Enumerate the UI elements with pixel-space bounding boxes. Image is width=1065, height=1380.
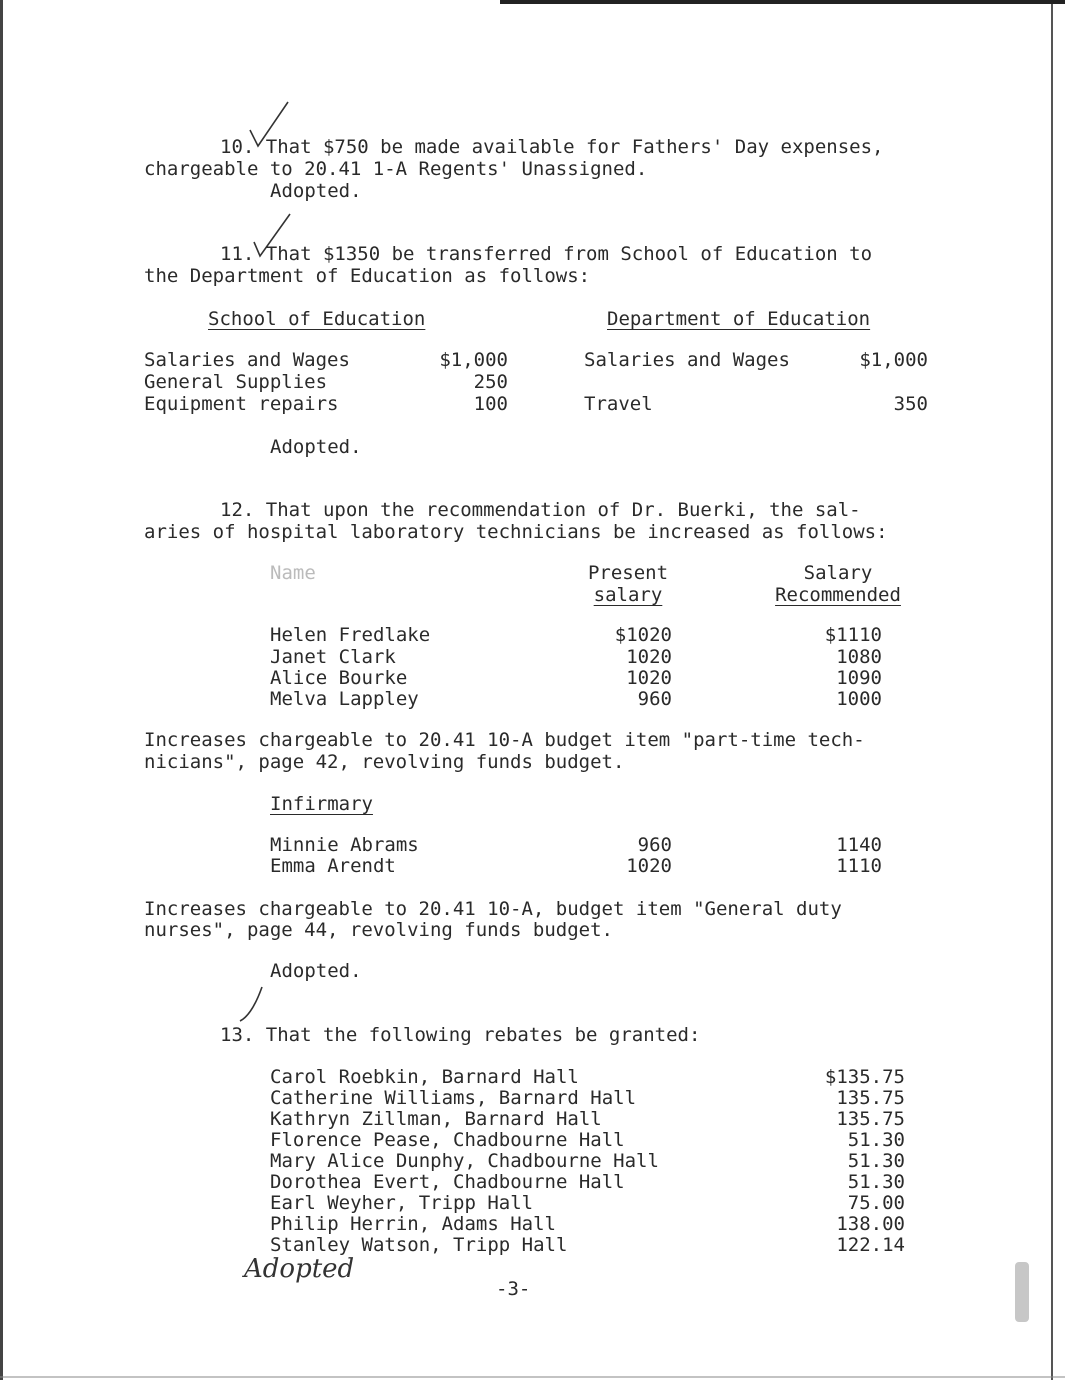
left-row-label: General Supplies [144,371,328,393]
rebate-amount: 135.75 [836,1087,905,1109]
department-of-education-heading: Department of Education [607,308,871,330]
recommended-salary-header: Recommended [775,584,901,606]
recommended-salary: 1090 [836,667,882,689]
rebate-name: Mary Alice Dunphy, Chadbourne Hall [270,1150,659,1172]
present-salary-header: salary [593,584,663,606]
scan-edge-top [500,0,1065,4]
left-row-amount: 250 [473,371,508,393]
item11-line2: the Department of Education as follows: [144,265,591,287]
rebate-amount: 122.14 [836,1234,905,1256]
item10-adopted: Adopted. [270,180,362,202]
item12-line1: 12. That upon the recommendation of Dr. Buerki, the sal- [220,499,861,521]
recommended-salary: 1110 [836,855,882,877]
increases-note-1: nicians", page 42, revolving funds budget. [144,751,625,773]
rebate-amount: 75.00 [847,1192,905,1214]
present-salary: 1020 [626,646,672,668]
right-row-amount: $1,000 [859,349,928,371]
left-row-label: Salaries and Wages [144,349,350,371]
present-salary-header: Present [587,562,669,584]
right-row-label: Salaries and Wages [584,349,790,371]
recommended-salary-header: Salary [803,562,873,584]
present-salary: 1020 [626,855,672,877]
right-row-amount: 350 [893,393,928,415]
infirmary-heading: Infirmary [270,793,373,815]
page-number: -3- [496,1278,531,1300]
recommended-salary: $1110 [824,624,882,646]
left-row-amount: 100 [473,393,508,415]
item10-line1: 10. That $750 be made available for Fathers' Day expenses, [220,136,884,158]
item11-adopted: Adopted. [270,436,362,458]
increases-note-2: Increases chargeable to 20.41 10-A, budget item "General duty [144,898,842,920]
item11-line1: 11. That $1350 be transferred from School of Education to [220,243,873,265]
technician-name: Alice Bourke [270,667,408,689]
name-column-header: Name [270,562,316,584]
rebate-amount: 51.30 [847,1150,905,1172]
rebate-amount: 138.00 [836,1213,905,1235]
scan-edge-bottom [0,1376,1065,1378]
left-row-label: Equipment repairs [144,393,339,415]
present-salary: 960 [637,834,672,856]
item10-line2: chargeable to 20.41 1-A Regents' Unassigned. [144,158,648,180]
recommended-salary: 1000 [836,688,882,710]
rebate-name: Florence Pease, Chadbourne Hall [270,1129,625,1151]
rebate-name: Catherine Williams, Barnard Hall [270,1087,637,1109]
school-of-education-heading: School of Education [208,308,426,330]
technician-name: Janet Clark [270,646,396,668]
present-salary: 960 [637,688,672,710]
item13-line1: 13. That the following rebates be granted: [220,1024,701,1046]
recommended-salary: 1080 [836,646,882,668]
rebate-amount: $135.75 [824,1066,905,1088]
rebate-amount: 51.30 [847,1129,905,1151]
rebate-name: Carol Roebkin, Barnard Hall [270,1066,579,1088]
rebate-name: Stanley Watson, Tripp Hall [270,1234,568,1256]
item12-adopted: Adopted. [270,960,362,982]
rebate-amount: 51.30 [847,1171,905,1193]
rebate-amount: 135.75 [836,1108,905,1130]
rebate-name: Kathryn Zillman, Barnard Hall [270,1108,602,1130]
scan-edge-right [1051,0,1053,1380]
present-salary: $1020 [614,624,672,646]
scan-smudge [1015,1262,1029,1322]
left-row-amount: $1,000 [439,349,508,371]
present-salary: 1020 [626,667,672,689]
recommended-salary: 1140 [836,834,882,856]
nurse-name: Emma Arendt [270,855,396,877]
technician-name: Helen Fredlake [270,624,431,646]
item12-line2: aries of hospital laboratory technicians be increased as follows: [144,521,888,543]
rebate-name: Dorothea Evert, Chadbourne Hall [270,1171,625,1193]
rebate-name: Earl Weyher, Tripp Hall [270,1192,534,1214]
right-row-label: Travel [584,393,653,415]
technician-name: Melva Lappley [270,688,419,710]
handwritten-adopted: Adopted [244,1254,355,1284]
nurse-name: Minnie Abrams [270,834,419,856]
rebate-name: Philip Herrin, Adams Hall [270,1213,556,1235]
increases-note-1: Increases chargeable to 20.41 10-A budget item "part-time tech- [144,729,865,751]
scan-edge-left [0,0,3,1380]
increases-note-2: nurses", page 44, revolving funds budget. [144,919,613,941]
checkmark-icon [238,985,268,1025]
